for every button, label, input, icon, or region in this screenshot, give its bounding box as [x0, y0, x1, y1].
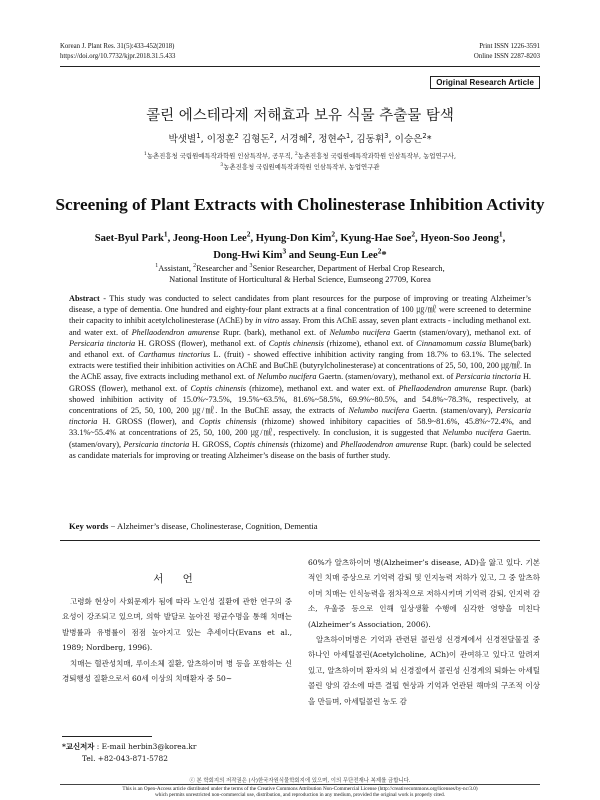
- doi-link[interactable]: https://doi.org/10.7732/kjpr.2018.31.5.433: [60, 52, 176, 60]
- body-column-left: [62, 594, 292, 686]
- abstract: [69, 293, 531, 461]
- abstract-label: Abstract: [69, 294, 100, 303]
- keywords-divider: [60, 540, 540, 541]
- section-heading-introduction: 서 언: [153, 573, 201, 585]
- corresponding-author-footnote: [62, 741, 196, 765]
- license-notice: [56, 786, 544, 799]
- abstract-body: - This study was conducted to select candidates from plant resources for the purpose of improving or treating Alzheimer’s disease, a type of dementia. One hundred and eighty-four plant extracts at a final concentration of 100 ㎍/㎖ were screened to determine their capacity to inhibit acetylcholinesterase (AChE) by in vitro assay. From this AChE assay, seven plant extracts - including methanol ext. and water ext. of Phellaodendron amurense Rupr. (bark), methanol ext. of Nelumbo nucifera Gaertn (stamen/ovary), methanol ext. of Persicaria tinctoria H. GROSS (flower), methanol ext. of Coptis chinensis (rhizome), ethanol ext. of Cinnamomum cassia Blume(bark) and ethanol ext. of Carthamus tinctorius L. (fruit) - showed effective inhibition activity ranging from 18.7% to 63.1%. The selected extracts were testified their inhibition activities on AChE and BuChE (butyrylcholinesterase) at concentrations of 25, 50, 100, 200 ㎍/㎖. In the AChE assay, five extracts including methanol ext. of Nelumbo nucifera Gaertn. (stamen/ovary), methanol ext. of Persicaria tinctoria H. GROSS (flower), methanol ext. of Coptis chinensis (rhizome), methanol ext. and water ext. of Phellaodendron amurense Rupr. (bark) showed inhibition activity of 15.0%~73.5%, 19.5%~63.5%, 81.6%~58.5%, 69.9%~80.5%, and 54.8%~78.3%, respectively, at concentrations of 25, 50, 100, 200 ㎍/㎖. In the BuChE assay, the extracts of Nelumbo nucifera Gaertn. (stamen/ovary), Persicaria tinctoria H. GROSS (flower), and Coptis chinensis (rhizome) showed inhibitory capacities of 58.9~81.6%, 45.8%~72.4%, and 33.1%~55.4% at concentrations of 25, 50, 100, 200 ㎍/㎖, respectively. In conclusion, it is suggested that Nelumbo nucifera Gaertn. (stamen/ovary), Persicaria tinctoria H. GROSS, Coptis chinensis (rhizome) and Phellaodendron amurense Rupr. (bark) could be selected as candidate materials for improving or treating Alzheimer’s disease on the basis of further study.: [69, 294, 532, 460]
- footnote-tel: Tel. +82-043-871-5782: [82, 754, 168, 763]
- english-authors-line: Saet-Byul Park$^1$, Jeong-Hoon Lee$^2$, Hyung-Don Kim$^2$, Kyung-Hae Soe$^2$, Hyeon-Soo Jeong$^1$,: [94, 229, 506, 244]
- keywords-text: − Alzheimer’s disease, Cholinesterase, Cognition, Dementia: [108, 521, 318, 531]
- korean-authors: 박샛별$^1$, 이정훈$^2$ 김형돈$^2$, 서경혜$^2$, 정현수$^1$, 김동휘$^3$, 이승은$^2$*: [168, 131, 432, 145]
- english-title: Screening of Plant Extracts with Cholinesterase Inhibition Activity: [55, 195, 545, 214]
- body-paragraph: 고령화 현상이 사회문제가 됨에 따라 노인성 질환에 관한 연구의 중요성이 강조되고 있으며, 의학 발달로 높아진 평균수명을 통해 치매는 발병률과 유병률이 점점 높아지고 있는 추세이다(Evans et al., 1989; Nordberg, 1996).: [62, 597, 292, 653]
- footer-divider: [60, 784, 540, 785]
- journal-citation: [60, 42, 175, 61]
- body-paragraph: 치매는 혈관성치매, 루이소체 질환, 알츠하이머 병 등을 포함하는 신경퇴행성 질환으로서 60세 이상의 치매환자 중 50~: [62, 658, 292, 684]
- english-authors: [70, 230, 530, 264]
- keywords: [69, 521, 531, 531]
- copyright-notice: ⓒ 본 학회지의 저작권은 (사)한국자원식물학회지에 있으며, 이의 무단전재나 복제를 금합니다.: [189, 778, 411, 784]
- journal-volume-line: Korean J. Plant Res. 31(5):433-452(2018): [60, 43, 175, 50]
- korean-affiliation-line: $^1$농촌진흥청 국립원예특작과학원 인삼특작부, 공무직, $^2$농촌진흥청 국립원예특작과학원 인삼특작부, 농업연구사,: [143, 151, 457, 160]
- footnote-label: *교신저자: [62, 742, 95, 751]
- article-type-badge: Original Research Article: [430, 76, 540, 89]
- keywords-label: Key words: [69, 521, 109, 531]
- body-column-right: [308, 555, 540, 709]
- footnote-email[interactable]: : E-mail herbin3@korea.kr: [94, 742, 197, 751]
- korean-affiliation-line: $^3$농촌진흥청 국립원예특작과학원 인삼특작부, 농업연구관: [220, 162, 380, 171]
- body-paragraph: 알츠하이머병은 기억과 관련된 콜린성 신경계에서 신경전달물질 중 하나인 아세틸콜린(Acetylcholine, ACh)이 관여하고 있다고 알려져 있고, 알츠하이머 환자의 뇌 신경절에서 콜린성 신경계의 퇴화는 아세틸콜린 양의 감소에 따른 결핍 현상과 기억과 연관된 해마의 구조적 이상을 만들며, 아세틸콜린 농도 감: [308, 635, 540, 706]
- license-line: This is an Open-Access article distributed under the terms of the Creative Commons Attribution Non-Commercial License (http://creativecommons.org/licenses/by-nc/3.0): [122, 786, 478, 792]
- body-paragraph: 60%가 알츠하이머 병(Alzheimer’s disease, AD)을 앓고 있다. 기본적인 치매 증상으로 기억력 감퇴 및 인지능력 저하가 있고, 그 중 알츠하이머 치매는 인식능력을 점차적으로 저하시키며 기억력 감퇴, 인지력 감소, 우울증 등으로 인해 일상생활 수행에 심각한 영향을 미친다(Alzheimer’s Association, 2006).: [308, 558, 540, 629]
- english-affiliation-line: $^1$Assistant, $^2$Researcher and $^3$Senior Researcher, Department of Herbal Crop Research,: [155, 263, 445, 273]
- korean-affiliations: [0, 151, 600, 173]
- korean-title: 콜린 에스테라제 저해효과 보유 식물 추출물 탐색: [146, 108, 454, 124]
- license-line: which permits unrestricted non-commercial use, distribution, and reproduction in any medium, provided the original work is properly cited.: [155, 792, 445, 799]
- footnote-divider: [62, 736, 152, 737]
- english-affiliation-line: National Institute of Horticultural & Herbal Science, Eumseong 27709, Korea: [169, 275, 431, 284]
- header-divider: [60, 66, 540, 67]
- issn-online: Online ISSN 2287-8203: [473, 52, 540, 60]
- issn-block: [474, 42, 540, 61]
- issn-print: Print ISSN 1226-3591: [479, 43, 540, 50]
- english-affiliations: [0, 263, 600, 285]
- english-authors-line: Dong-Hwi Kim$^3$ and Seung-Eun Lee$^2$*: [213, 246, 387, 261]
